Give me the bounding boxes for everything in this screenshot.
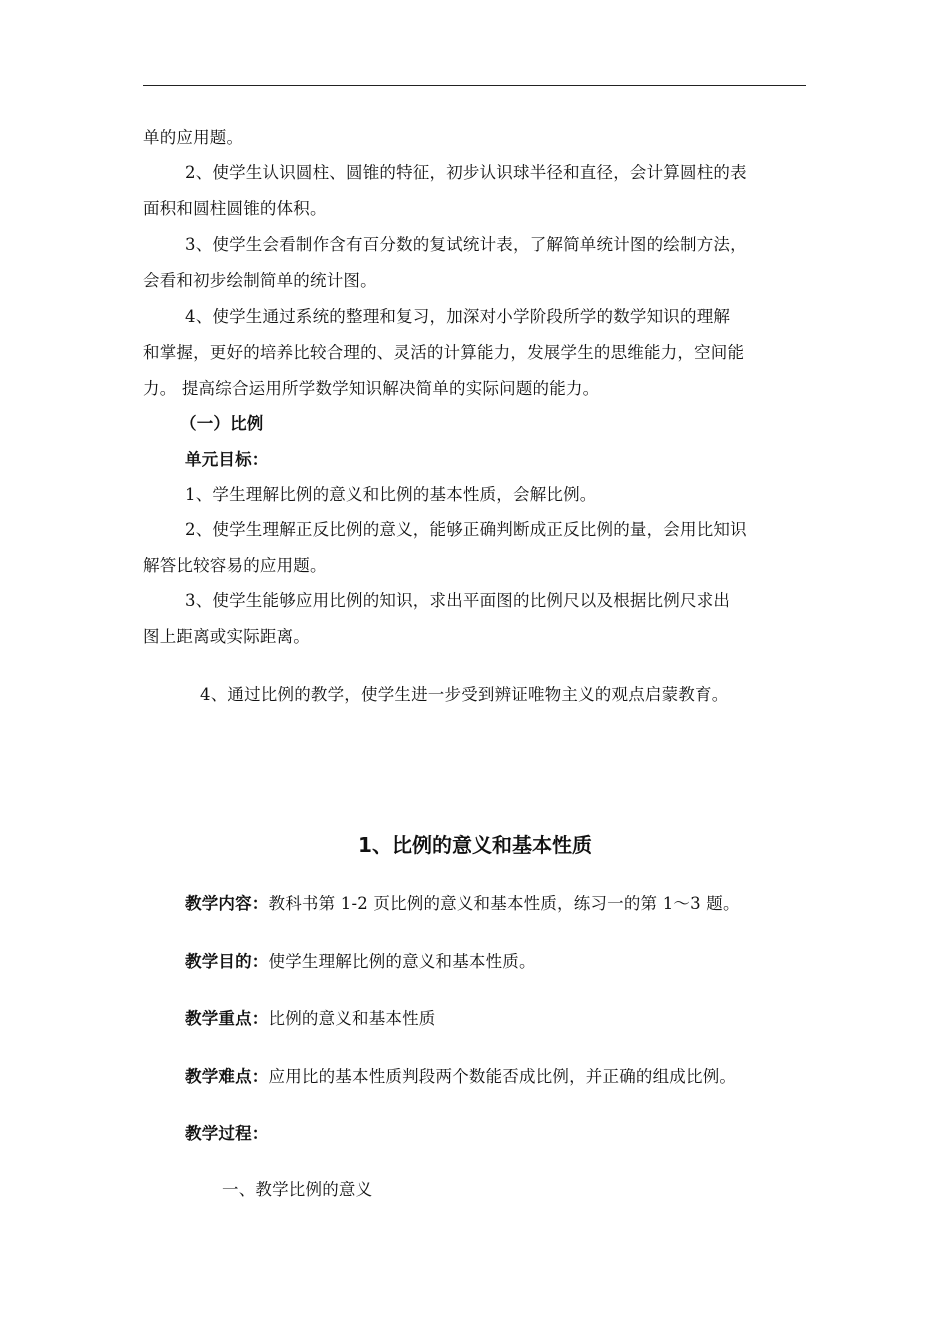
difficulty-label: 教学难点： — [185, 1067, 269, 1086]
goal-label: 教学目的： — [185, 952, 269, 971]
goal-line: 1、学生理解比例的意义和比例的基本性质，会解比例。 — [185, 485, 597, 504]
content-label: 教学内容： — [185, 894, 269, 913]
lesson-title: 1、比例的意义和基本性质 — [358, 833, 592, 857]
key-label: 教学重点： — [185, 1009, 269, 1028]
difficulty-text: 应用比的基本性质判段两个数能否成比例，并正确的组成比例。 — [268, 1067, 737, 1086]
lesson-content — [185, 893, 740, 915]
content-text: 教科书第 1-2 页比例的意义和基本性质，练习一的第 1～3 题。 — [268, 894, 740, 913]
unit-goal-heading: 单元目标： — [185, 450, 269, 469]
goal-line: 图上距离或实际距离。 — [143, 627, 310, 646]
process-label: 教学过程： — [185, 1124, 269, 1143]
paragraph-line: 会看和初步绘制简单的统计图。 — [143, 271, 377, 290]
lesson-step: 一、教学比例的意义 — [222, 1180, 373, 1199]
header-rule — [143, 85, 806, 86]
paragraph-line: 4、使学生通过系统的整理和复习，加深对小学阶段所学的数学知识的理解 — [185, 307, 731, 326]
section-heading: （一）比例 — [180, 414, 264, 433]
paragraph-line: 面积和圆柱圆锥的体积。 — [143, 199, 327, 218]
lesson-difficulty — [185, 1066, 736, 1088]
lesson-process — [185, 1123, 269, 1145]
paragraph-line: 3、使学生会看制作含有百分数的复试统计表，了解简单统计图的绘制方法， — [185, 235, 747, 254]
paragraph-line: 单的应用题。 — [143, 128, 244, 147]
lesson-key-point — [185, 1008, 436, 1030]
lesson-goal — [185, 951, 536, 973]
goal-line: 2、使学生理解正反比例的意义，能够正确判断成正反比例的量，会用比知识 — [185, 520, 747, 539]
paragraph-line: 力。 提高综合运用所学数学知识解决简单的实际问题的能力。 — [143, 379, 600, 398]
goal-text: 使学生理解比例的意义和基本性质。 — [268, 952, 536, 971]
key-text: 比例的意义和基本性质 — [268, 1009, 436, 1028]
paragraph-line: 和掌握，更好的培养比较合理的、灵活的计算能力，发展学生的思维能力，空间能 — [143, 343, 745, 362]
paragraph-line: 2、使学生认识圆柱、圆锥的特征，初步认识球半径和直径，会计算圆柱的表 — [185, 163, 747, 182]
goal-line: 4、通过比例的教学，使学生进一步受到辨证唯物主义的观点启蒙教育。 — [200, 685, 729, 704]
goal-line: 3、使学生能够应用比例的知识，求出平面图的比例尺以及根据比例尺求出 — [185, 591, 731, 610]
goal-line: 解答比较容易的应用题。 — [143, 556, 327, 575]
